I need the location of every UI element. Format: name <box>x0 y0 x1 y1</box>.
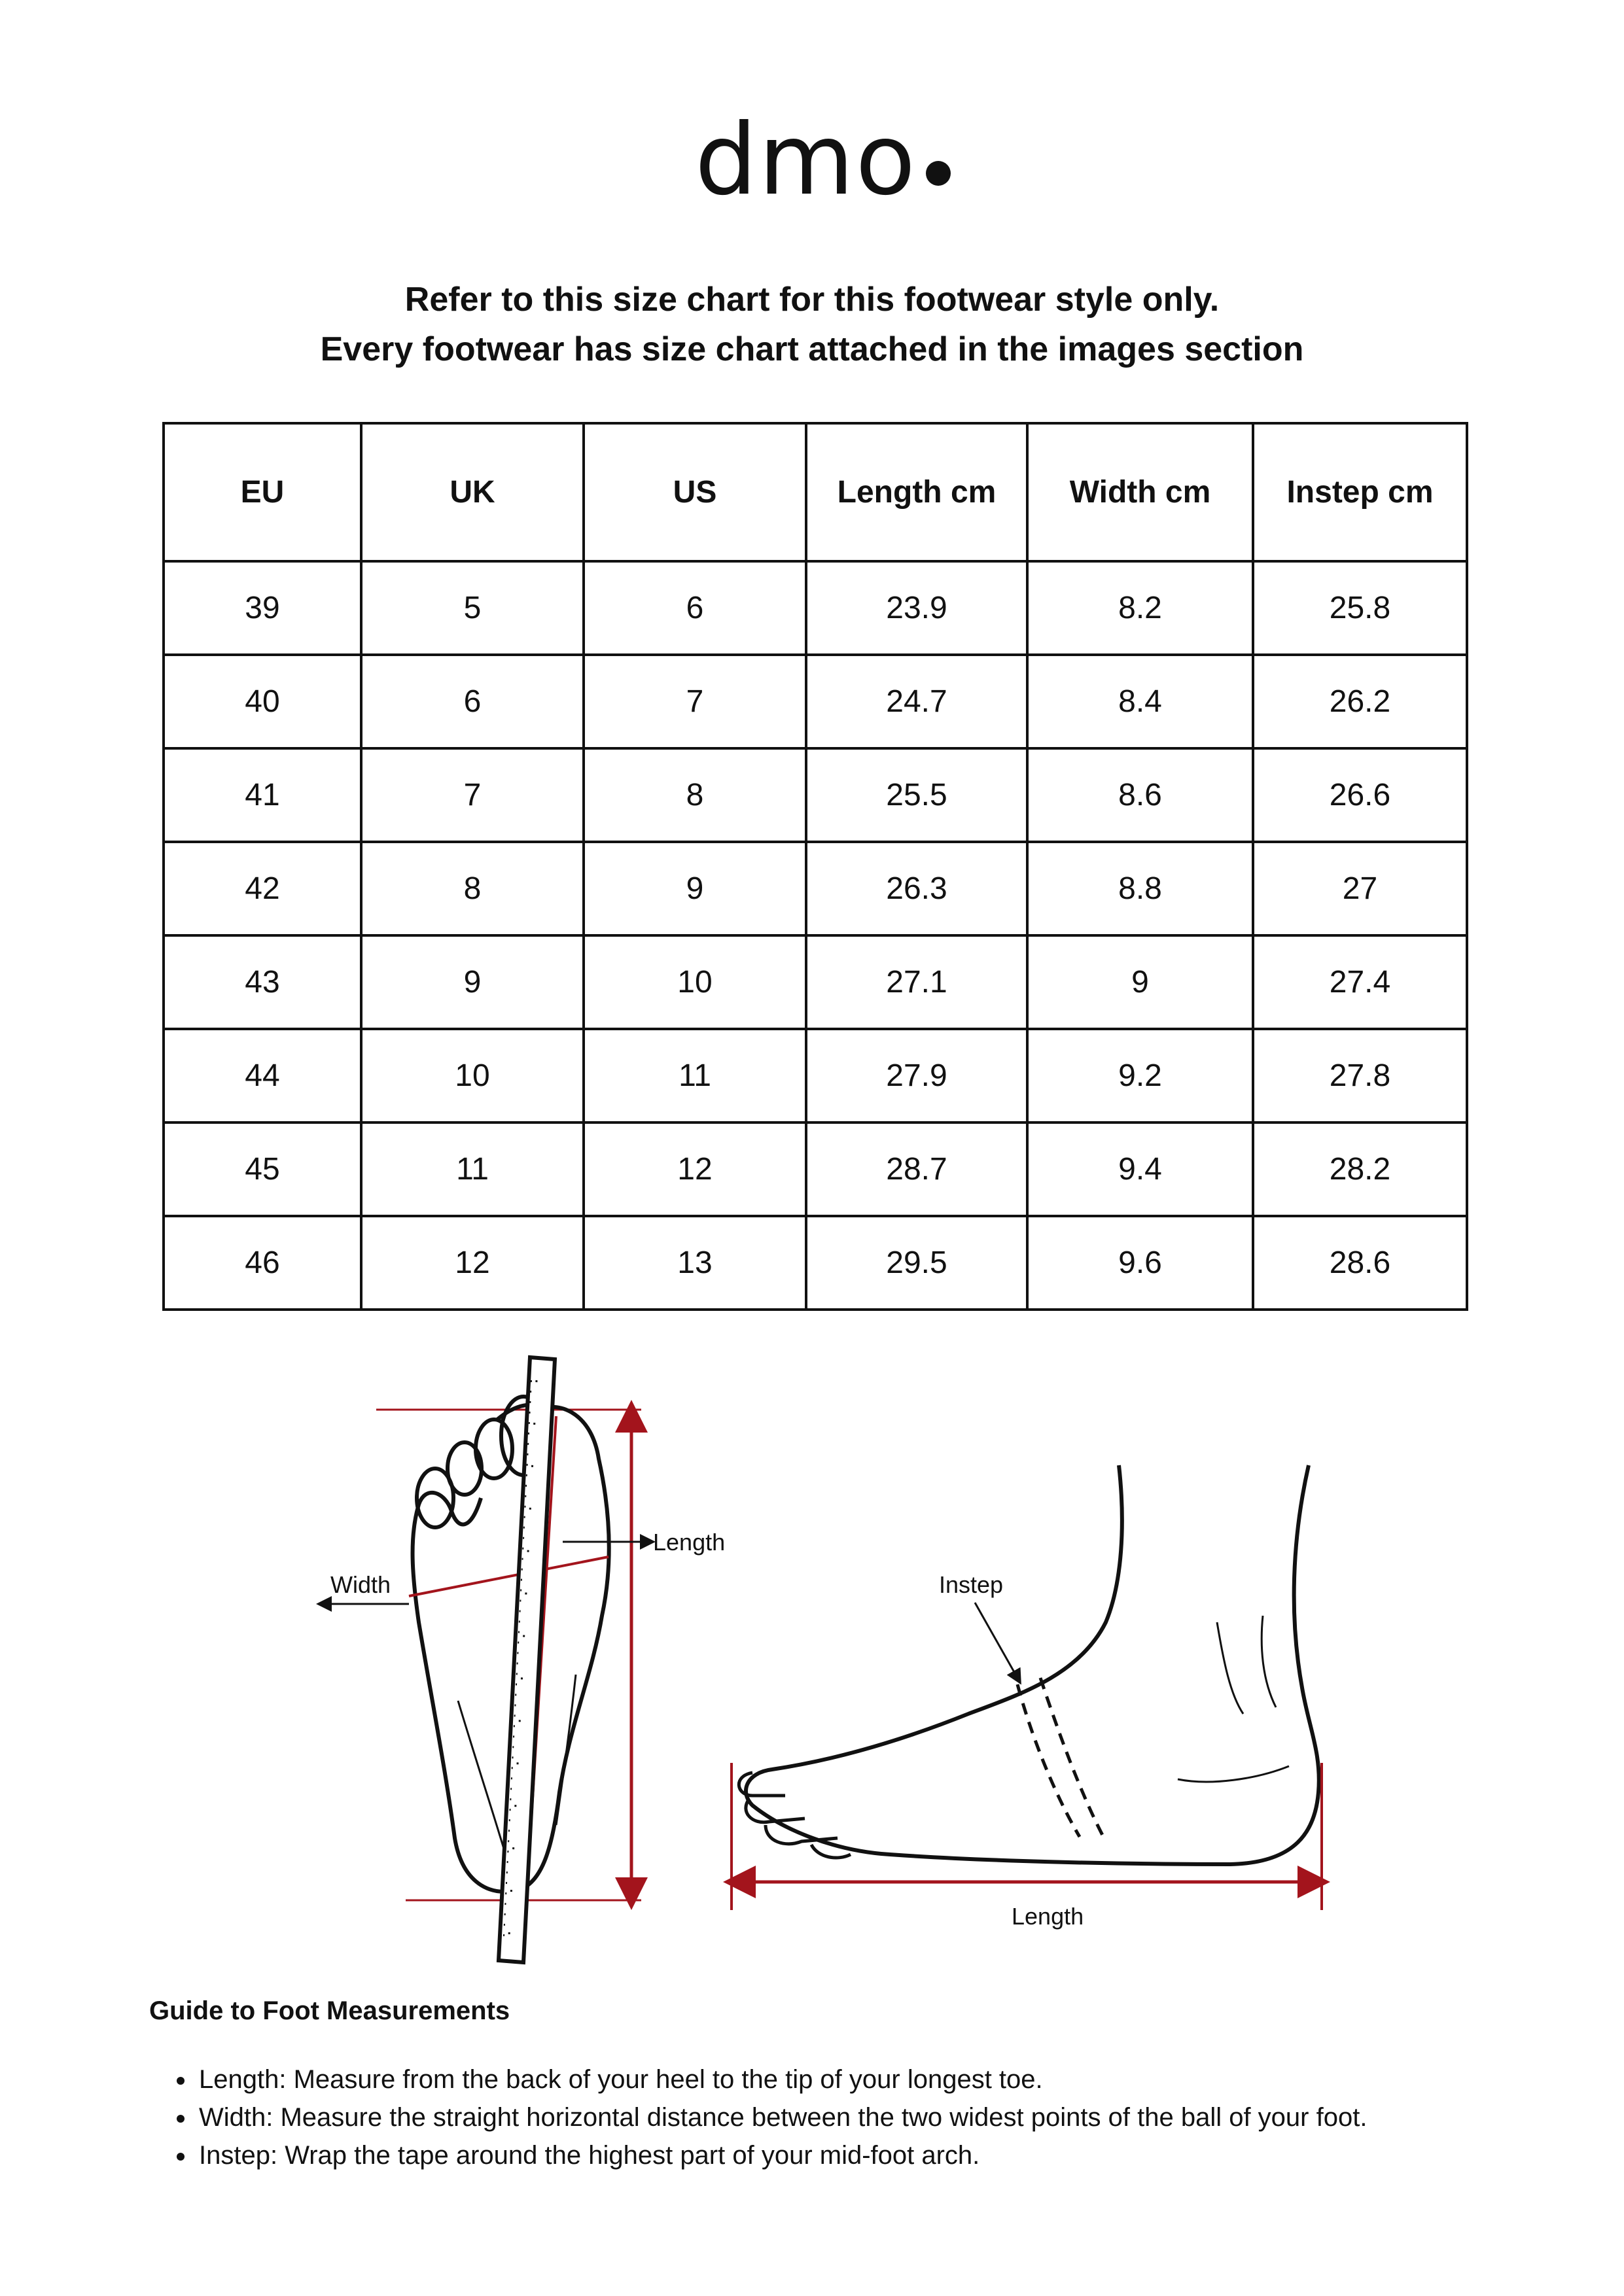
cell-instep: 26.6 <box>1253 748 1467 842</box>
headline-line-2: Every footwear has size chart attached in the images section <box>320 330 1304 368</box>
cell-width: 9 <box>1027 935 1253 1029</box>
guide-item-instep: • Instep: Wrap the tape around the highest part of your mid-foot arch. <box>196 2136 1624 2174</box>
cell-uk: 11 <box>361 1122 584 1216</box>
header-eu: EU <box>164 423 361 561</box>
header-length: Length cm <box>806 423 1027 561</box>
instep-label: Instep <box>939 1571 1004 1598</box>
cell-length: 27.1 <box>806 935 1027 1029</box>
cell-uk: 5 <box>361 561 584 655</box>
cell-uk: 12 <box>361 1216 584 1310</box>
cell-eu: 41 <box>164 748 361 842</box>
cell-width: 8.2 <box>1027 561 1253 655</box>
header-width: Width cm <box>1027 423 1253 561</box>
cell-us: 8 <box>584 748 806 842</box>
cell-length: 27.9 <box>806 1029 1027 1122</box>
headline-line-1: Refer to this size chart for this footwear style only. <box>404 281 1220 319</box>
cell-us: 11 <box>584 1029 806 1122</box>
header-us: US <box>584 423 806 561</box>
cell-width: 9.4 <box>1027 1122 1253 1216</box>
cell-eu: 42 <box>164 842 361 935</box>
cell-length: 25.5 <box>806 748 1027 842</box>
instep-pointer <box>975 1603 1017 1678</box>
sole-length-label: Length <box>653 1529 726 1556</box>
cell-width: 8.4 <box>1027 655 1253 748</box>
cell-length: 29.5 <box>806 1216 1027 1310</box>
cell-length: 24.7 <box>806 655 1027 748</box>
cell-uk: 9 <box>361 935 584 1029</box>
cell-width: 9.2 <box>1027 1029 1253 1122</box>
cell-length: 28.7 <box>806 1122 1027 1216</box>
cell-eu: 43 <box>164 935 361 1029</box>
cell-instep: 25.8 <box>1253 561 1467 655</box>
ruler-illustration <box>499 1357 555 1962</box>
guide-item-width: • Width: Measure the straight horizontal distance between the two widest points of the ball of your foot. <box>196 2098 1624 2136</box>
cell-uk: 10 <box>361 1029 584 1122</box>
cell-instep: 27 <box>1253 842 1467 935</box>
cell-instep: 26.2 <box>1253 655 1467 748</box>
side-length-label: Length <box>1012 1903 1084 1930</box>
guide-title: Guide to Foot Measurements <box>149 1996 510 2025</box>
cell-width: 8.8 <box>1027 842 1253 935</box>
cell-us: 7 <box>584 655 806 748</box>
sole-width-label: Width <box>330 1571 391 1598</box>
cell-eu: 39 <box>164 561 361 655</box>
logo-text: dmo <box>695 103 917 217</box>
cell-us: 12 <box>584 1122 806 1216</box>
header-uk: UK <box>361 423 584 561</box>
cell-eu: 44 <box>164 1029 361 1122</box>
guide-item-length: • Length: Measure from the back of your heel to the tip of your longest toe. <box>196 2061 1624 2098</box>
cell-us: 6 <box>584 561 806 655</box>
cell-width: 8.6 <box>1027 748 1253 842</box>
cell-us: 10 <box>584 935 806 1029</box>
cell-us: 13 <box>584 1216 806 1310</box>
cell-uk: 6 <box>361 655 584 748</box>
cell-us: 9 <box>584 842 806 935</box>
cell-eu: 46 <box>164 1216 361 1310</box>
foot-side-illustration <box>739 1465 1318 1864</box>
cell-instep: 28.6 <box>1253 1216 1467 1310</box>
header-instep: Instep cm <box>1253 423 1467 561</box>
cell-length: 23.9 <box>806 561 1027 655</box>
cell-instep: 27.8 <box>1253 1029 1467 1122</box>
cell-instep: 27.4 <box>1253 935 1467 1029</box>
cell-uk: 7 <box>361 748 584 842</box>
guide-list <box>149 2061 1624 2174</box>
cell-uk: 8 <box>361 842 584 935</box>
cell-eu: 45 <box>164 1122 361 1216</box>
cell-width: 9.6 <box>1027 1216 1253 1310</box>
cell-length: 26.3 <box>806 842 1027 935</box>
cell-eu: 40 <box>164 655 361 748</box>
cell-instep: 28.2 <box>1253 1122 1467 1216</box>
